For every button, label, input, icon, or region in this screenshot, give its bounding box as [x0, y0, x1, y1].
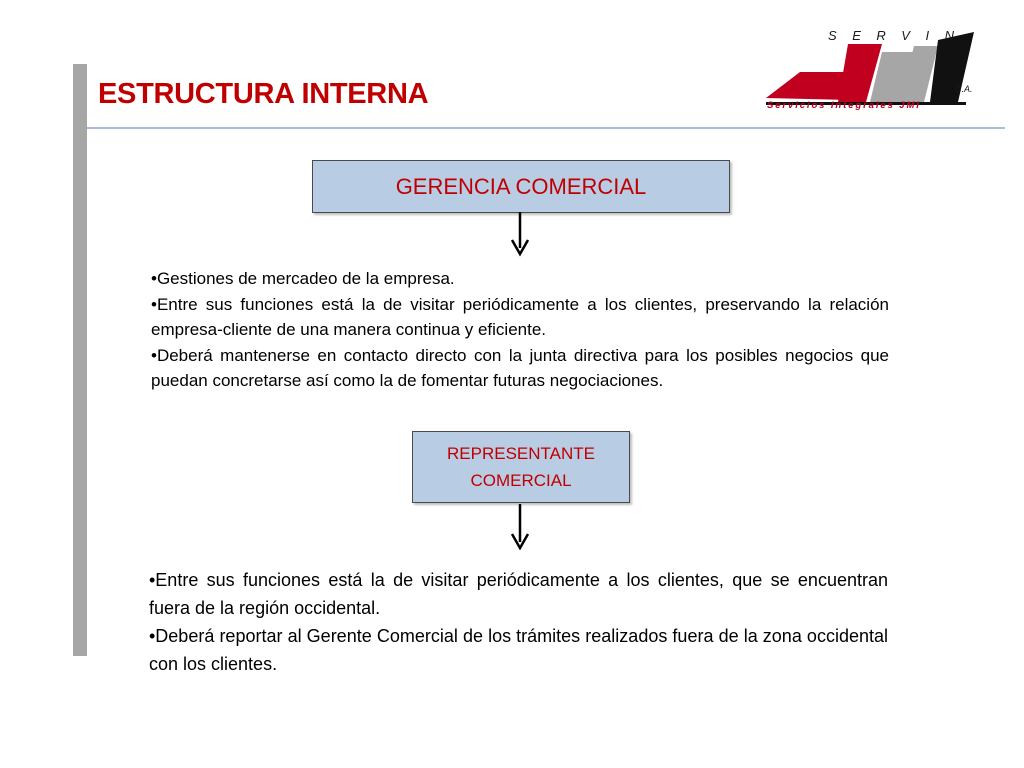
gerencia-comercial-label: GERENCIA COMERCIAL	[395, 173, 647, 199]
logo-letter: N	[944, 28, 954, 43]
logo-subtitle: Servicios Integrales JMI	[767, 100, 921, 111]
page-title: ESTRUCTURA INTERNA	[98, 78, 429, 110]
gerencia-comercial-box	[312, 160, 730, 213]
bullet-item: •Deberá mantenerse en contacto directo con la junta directiva para los posibles negocios que puedan concretarse así como la de fomentar futuras negociaciones.	[151, 345, 889, 390]
logo-suffix: C.A.	[955, 84, 973, 94]
representante-comercial-box	[412, 431, 630, 503]
bullet-item: •Gestiones de mercadeo de la empresa.	[151, 269, 455, 288]
bullet-item: •Deberá reportar al Gerente Comercial de los trámites realizados fuera de la zona occidental con los clientes.	[149, 626, 888, 674]
title-divider	[87, 127, 1005, 129]
gerencia-bullets	[151, 266, 889, 394]
side-accent-bar	[73, 64, 87, 656]
bullet-item: •Entre sus funciones está la de visitar periódicamente a los clientes, que se encuentran fuera de la región occidental.	[149, 570, 888, 618]
logo-letter: I	[925, 28, 930, 43]
logo-letter: S	[828, 28, 837, 43]
logo-letter: R	[876, 28, 886, 43]
representante-bullets	[149, 566, 888, 678]
arrow-down-icon	[508, 212, 532, 258]
arrow-down-icon	[508, 504, 532, 552]
logo-letter: V	[901, 28, 910, 43]
representante-label-line1: REPRESENTANTE	[447, 444, 595, 463]
logo-letters	[828, 28, 954, 43]
bullet-item: •Entre sus funciones está la de visitar periódicamente a los clientes, preservando la relación empresa-cliente de una manera continua y eficiente.	[151, 294, 889, 339]
representante-label-line2: COMERCIAL	[470, 471, 572, 490]
logo-letter: E	[852, 28, 861, 43]
